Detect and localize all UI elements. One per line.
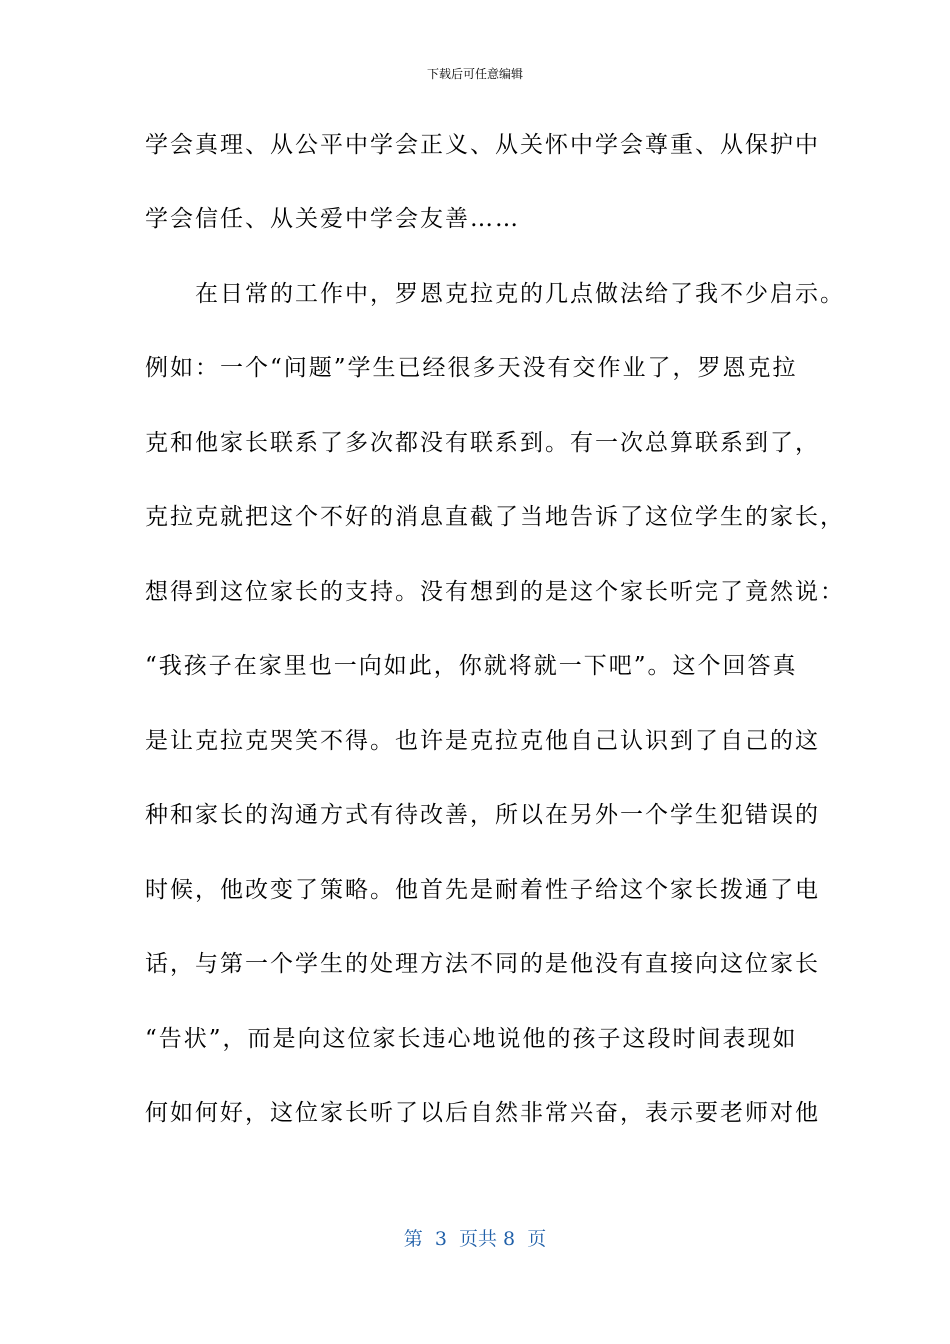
text-line: 学会信任、从关爱中学会友善……: [145, 206, 520, 232]
text-line: 时候，他改变了策略。他首先是耐着性子给这个家长拨通了电: [145, 877, 820, 903]
text-line: 种和家长的沟通方式有待改善，所以在另外一个学生犯错误的: [145, 802, 820, 828]
text-line: 克拉克就把这个不好的消息直截了当地告诉了这位学生的家长，: [145, 504, 845, 530]
text-line: 在日常的工作中，罗恩克拉克的几点做法给了我不少启示。: [145, 281, 845, 307]
text-line: 话，与第一个学生的处理方法不同的是他没有直接向这位家长: [145, 951, 820, 977]
page-header: 下载后可任意编辑: [426, 67, 523, 81]
text-line: 何如何好，这位家长听了以后自然非常兴奋，表示要老师对他: [145, 1100, 820, 1126]
page-number-footer: 第 3 页共 8 页: [403, 1228, 547, 1250]
text-line: 学会真理、从公平中学会正义、从关怀中学会尊重、从保护中: [145, 132, 820, 158]
text-line: 是让克拉克哭笑不得。也许是克拉克他自己认识到了自己的这: [145, 728, 820, 754]
text-line: 例如：一个“问题”学生已经很多天没有交作业了，罗恩克拉: [145, 355, 798, 381]
text-line: 克和他家长联系了多次都没有联系到。有一次总算联系到了，: [145, 430, 820, 456]
text-line: “告状”，而是向这位家长违心地说他的孩子这段时间表现如: [145, 1026, 798, 1052]
text-line: 想得到这位家长的支持。没有想到的是这个家长听完了竟然说：: [145, 579, 845, 605]
text-line: “我孩子在家里也一向如此，你就将就一下吧”。这个回答真: [145, 653, 798, 679]
